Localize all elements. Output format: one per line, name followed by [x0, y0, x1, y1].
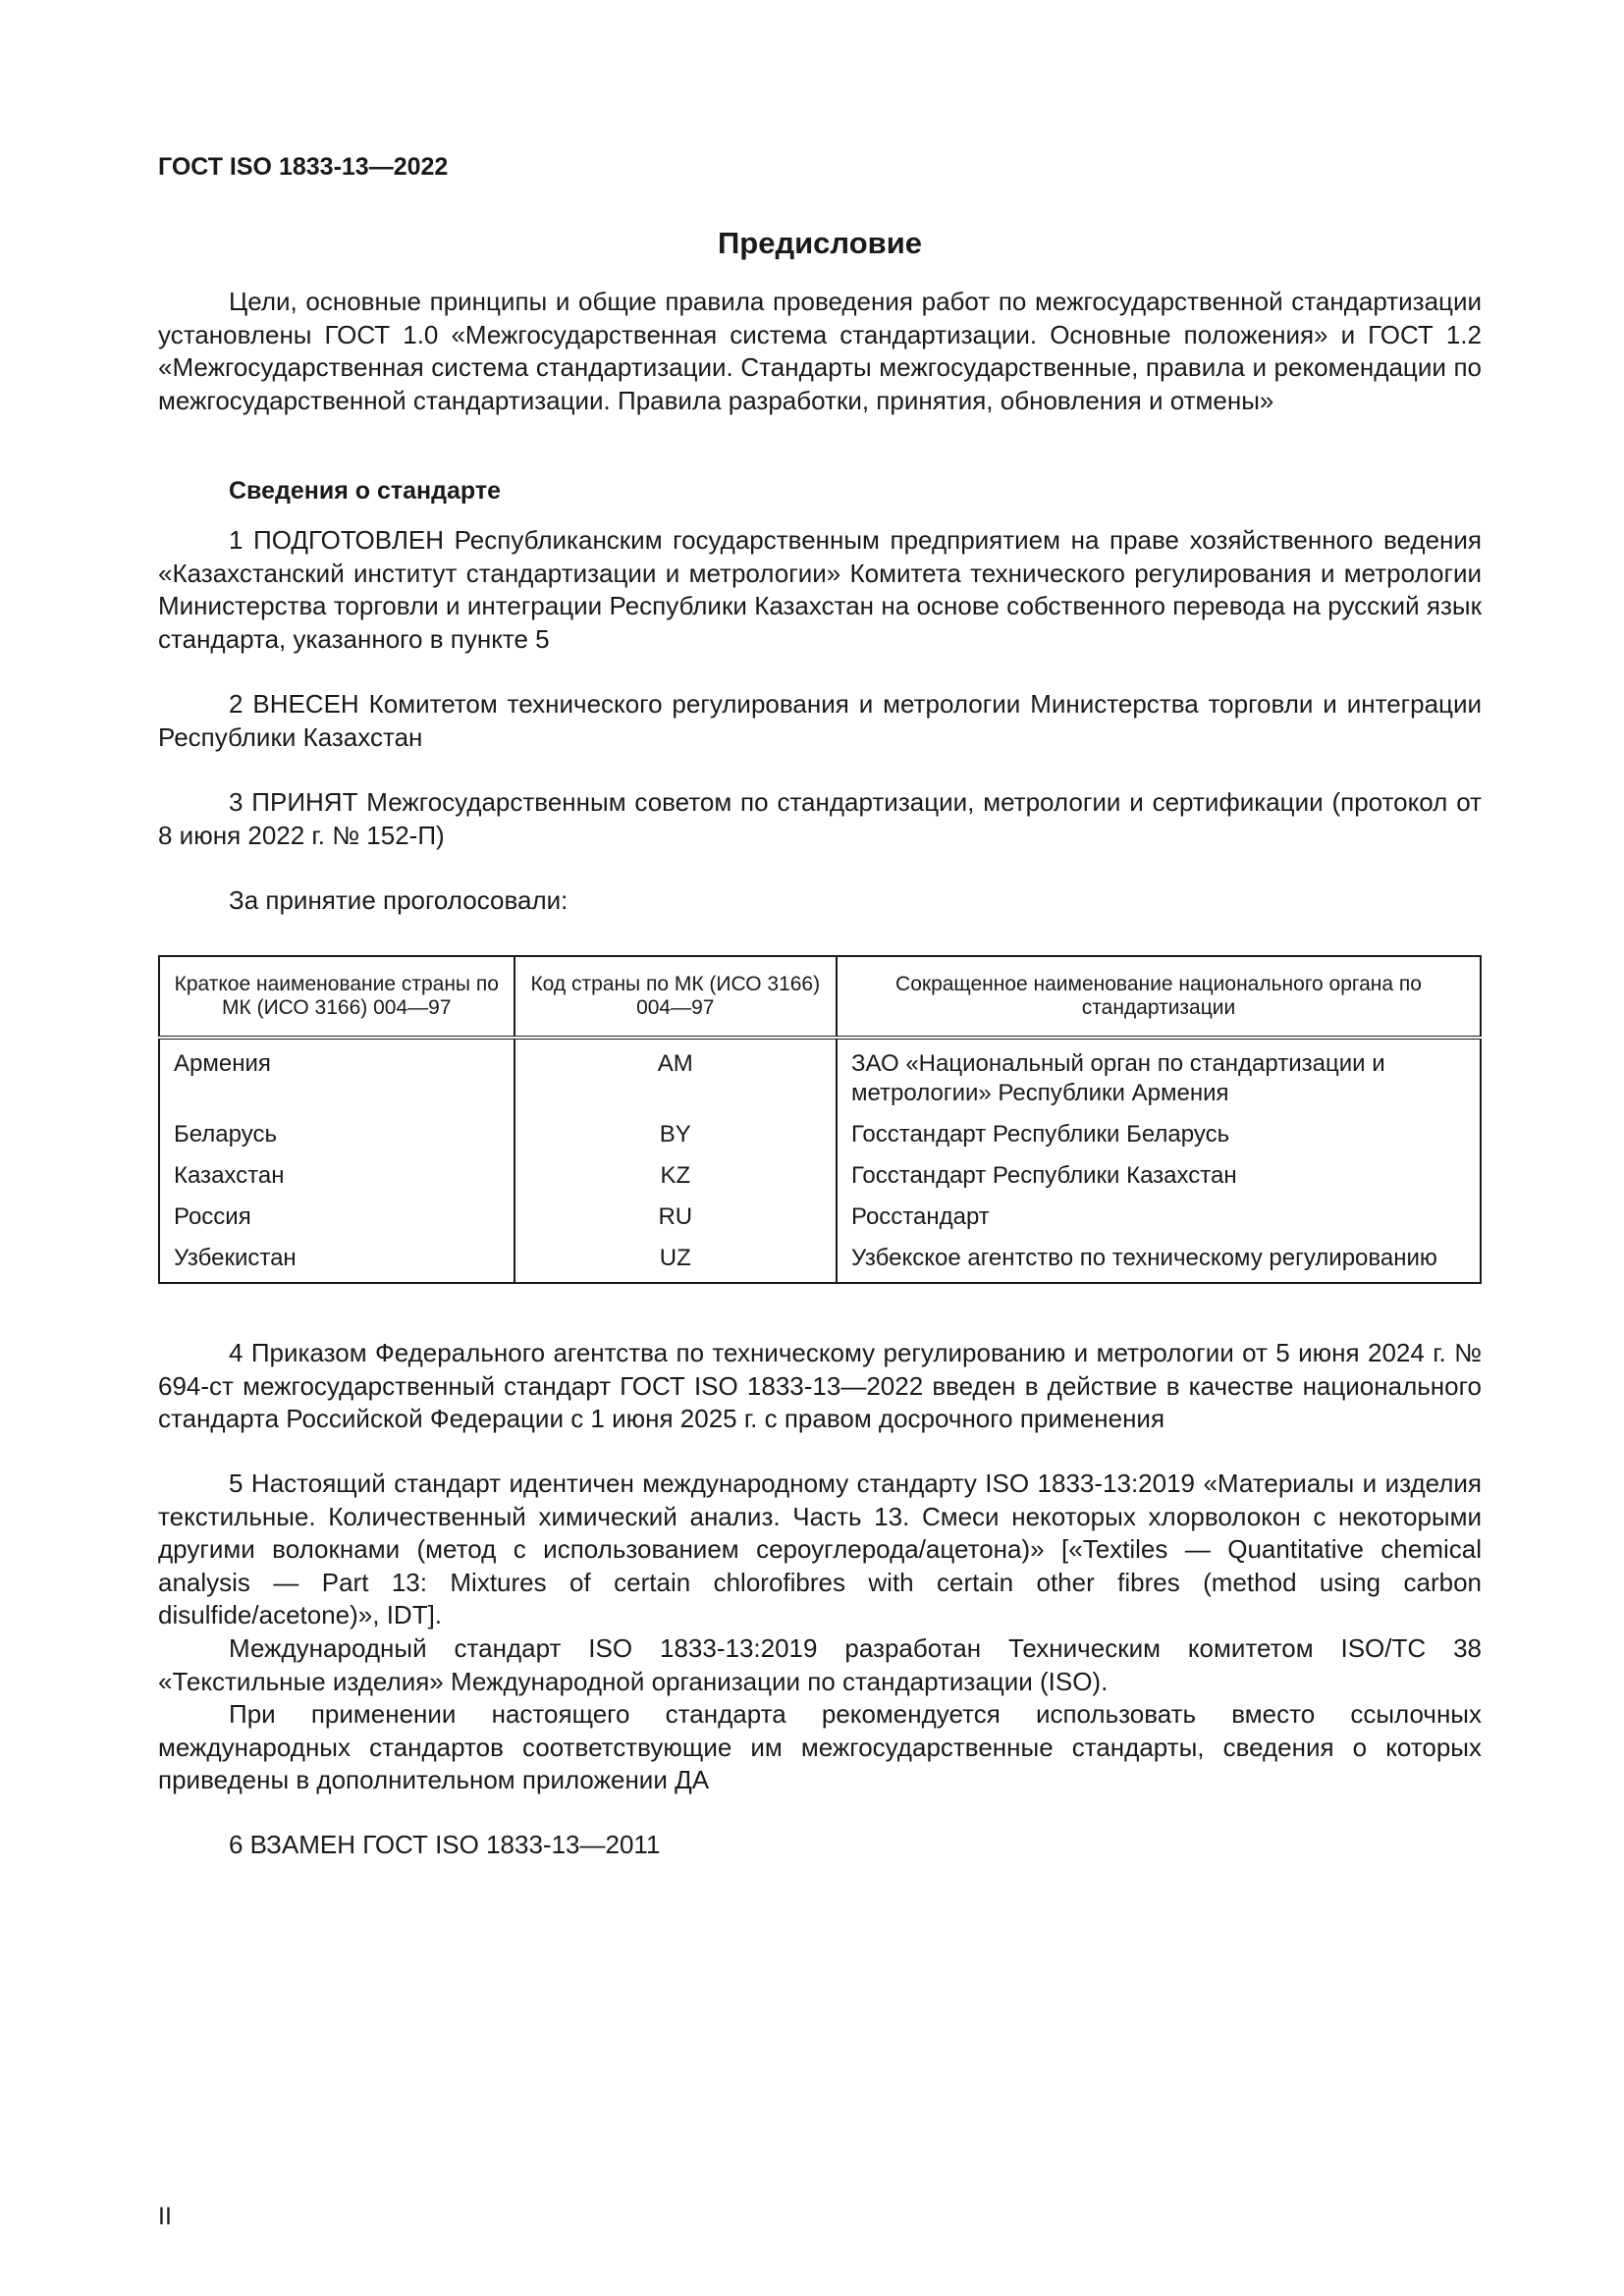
item-5-developed-by: Международный стандарт ISO 1833-13:2019 разработан Техническим комитетом ISO/TC 38 «Текстильные изделия» Международной организации по стандартизации (ISO).: [158, 1633, 1482, 1696]
cell-organ: Госстандарт Республики Беларусь: [837, 1114, 1481, 1155]
table-row: [159, 1155, 1481, 1197]
item-4-order: 4 Приказом Федерального агентства по техническому регулированию и метрологии от 5 июня 2024 г. № 694-ст межгосударственный стандарт ГОСТ ISO 1833-13—2022 введен в действие в качестве национального стандарта Российской Федерации с 1 июня 2025 г. с правом досрочного применения: [158, 1338, 1482, 1433]
table-row: [159, 1114, 1481, 1155]
cell-organ: ЗАО «Национальный орган по стандартизации и метрологии» Республики Армения: [837, 1038, 1481, 1114]
cell-code: RU: [514, 1197, 837, 1238]
header-national-body: Сокращенное наименование национального органа по стандартизации: [837, 956, 1481, 1038]
voted-label: За принятие проголосовали:: [229, 885, 568, 915]
cell-country: Казахстан: [159, 1155, 514, 1197]
info-heading: Сведения о стандарте: [229, 477, 502, 505]
page-title: Предисловие: [717, 226, 922, 260]
cell-organ: Госстандарт Республики Казахстан: [837, 1155, 1481, 1197]
table-row: [159, 1238, 1481, 1283]
cell-country: Узбекистан: [159, 1238, 514, 1283]
item-1-prepared: 1 ПОДГОТОВЛЕН Республиканским государственным предприятием на праве хозяйственного ведения «Казахстанский институт стандартизации и метрологии» Комитета технического регулирования и метрологии Министерства торговли и интеграции Республики Казахстан на основе собственного перевода на русский язык стандарта, указанного в пункте 5: [158, 525, 1482, 654]
header-country-code: Код страны по МК (ИСО 3166) 004—97: [514, 956, 837, 1038]
item-6-replaces: 6 ВЗАМЕН ГОСТ ISO 1833-13—2011: [229, 1830, 661, 1859]
item-5-identical: 5 Настоящий стандарт идентичен международному стандарту ISO 1833-13:2019 «Материалы и изделия текстильные. Количественный химический анализ. Часть 13. Смеси некоторых хлорволокон с некоторыми другими волокнами (метод с использованием сероуглерода/ацетона)» [«Textiles — Quantitative chemical analysis — Part 13: Mixtures of certain chlorofibres with certain other fibres (method using carbon disulfide/acetone)», IDT].: [158, 1468, 1482, 1629]
item-2-submitted: 2 ВНЕСЕН Комитетом технического регулирования и метрологии Министерства торговли и интеграции Республики Казахстан: [158, 689, 1482, 752]
cell-country: Россия: [159, 1197, 514, 1238]
item-5-application-note: При применении настоящего стандарта рекомендуется использовать вместо ссылочных международных стандартов соответствующие им межгосударственные стандарты, сведения о которых приведены в дополнительном приложении ДА: [158, 1699, 1482, 1794]
cell-country: Беларусь: [159, 1114, 514, 1155]
item-3-adopted: 3 ПРИНЯТ Межгосударственным советом по стандартизации, метрологии и сертификации (протокол от 8 июня 2022 г. № 152-П): [158, 787, 1482, 850]
table-header-row: [159, 956, 1481, 1038]
cell-organ: Росстандарт: [837, 1197, 1481, 1238]
intro-paragraph: Цели, основные принципы и общие правила проведения работ по межгосударственной стандартизации установлены ГОСТ 1.0 «Межгосударственная система стандартизации. Основные положения» и ГОСТ 1.2 «Межгосударственная система стандартизации. Стандарты межгосударственные, правила и рекомендации по межгосударственной стандартизации. Правила разработки, принятия, обновления и отмены»: [158, 287, 1482, 415]
cell-organ: Узбекское агентство по техническому регулированию: [837, 1238, 1481, 1283]
document-code-header: ГОСТ ISO 1833-13—2022: [158, 153, 449, 181]
voting-countries-table: [158, 955, 1482, 1284]
cell-country: Армения: [159, 1038, 514, 1114]
cell-code: KZ: [514, 1155, 837, 1197]
table-row: [159, 1038, 1481, 1114]
page-number: II: [158, 2203, 172, 2230]
header-country-name: Краткое наименование страны по МК (ИСО 3166) 004—97: [159, 956, 514, 1038]
table-row: [159, 1197, 1481, 1238]
cell-code: BY: [514, 1114, 837, 1155]
cell-code: AM: [514, 1038, 837, 1114]
cell-code: UZ: [514, 1238, 837, 1283]
